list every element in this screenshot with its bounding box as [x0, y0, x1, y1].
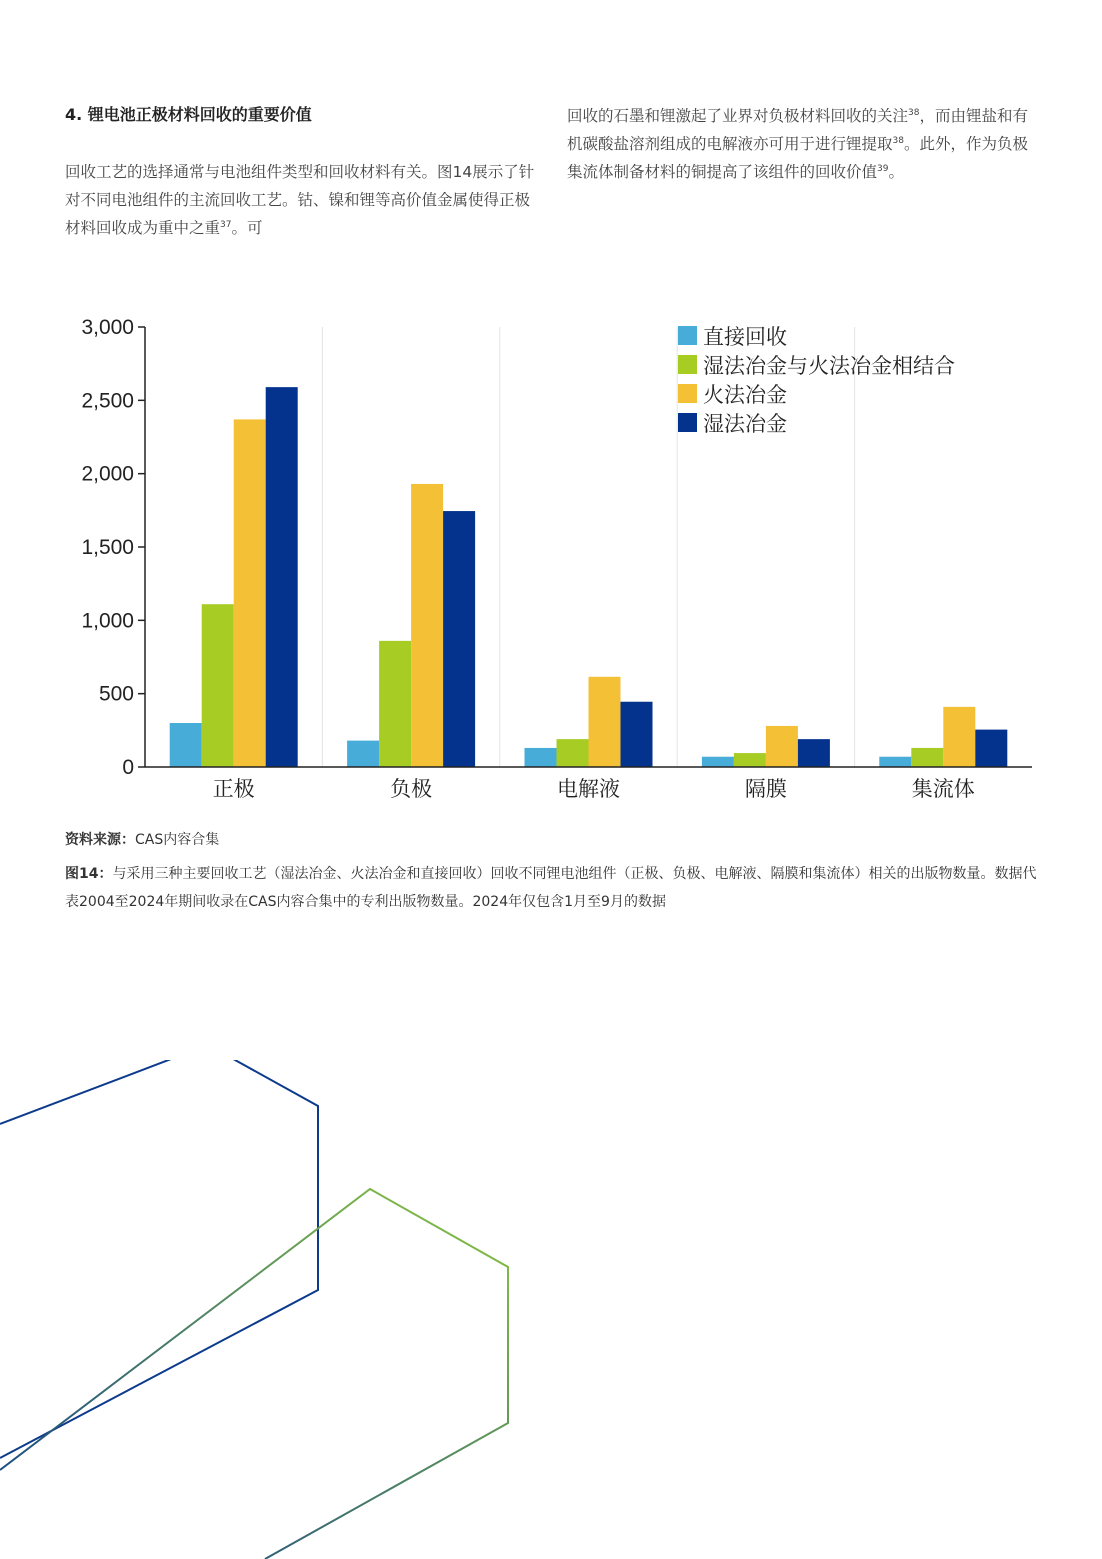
citation-38a: 38: [908, 107, 920, 118]
legend-swatch-1: [678, 355, 697, 374]
bar-4-2: [943, 707, 975, 767]
legend-label-0: 直接回收: [703, 326, 787, 349]
y-tick-label-1: 500: [98, 682, 134, 706]
bar-3-1: [734, 753, 766, 767]
bar-4-1: [911, 748, 943, 767]
legend-label-2: 火法冶金: [703, 384, 787, 407]
y-tick-label-4: 2,000: [81, 462, 134, 486]
paragraph-right-part1: 回收的石墨和锂激起了业界对负极材料回收的关注: [567, 107, 909, 125]
y-tick-label-0: 0: [122, 756, 134, 779]
source-line: [65, 829, 219, 849]
x-tick-label-0: 正极: [212, 778, 255, 801]
bar-4-3: [975, 730, 1007, 767]
decorative-hexagon-lines: [0, 1060, 560, 1559]
figure-caption: [65, 860, 1040, 916]
bar-3-2: [766, 726, 798, 767]
bar-1-2: [411, 484, 443, 767]
bar-0-0: [170, 723, 202, 767]
bar-2-0: [525, 748, 557, 767]
x-tick-label-3: 隔膜: [744, 778, 787, 801]
bar-3-0: [702, 757, 734, 767]
hexagon-outline-blue: [0, 1060, 318, 1458]
x-axis-labels: [213, 778, 975, 801]
bar-0-1: [202, 604, 234, 767]
source-label: 资料来源：: [65, 832, 135, 848]
legend-swatch-2: [678, 384, 697, 403]
bar-2-2: [589, 677, 621, 767]
x-tick-label-1: 负极: [390, 778, 433, 801]
x-tick-label-2: 电解液: [557, 778, 620, 801]
paragraph-left-text: 回收工艺的选择通常与电池组件类型和回收材料有关。图14展示了针对不同电池组件的主流回收工艺。钴、镍和锂等高价值金属使得正极材料回收成为重中之重: [65, 163, 535, 237]
y-tick-label-3: 1,500: [81, 536, 134, 559]
caption-text: 与采用三种主要回收工艺（湿法冶金、火法冶金和直接回收）回收不同锂电池组件（正极、负极、电解液、隔膜和集流体）相关的出版物数量。数据代表2004至2024年期间收录在CAS内容合集中的专利出版物数量。2024年仅包含1月至9月的数据: [65, 866, 1037, 910]
bars: [170, 387, 1008, 767]
legend-label-1: 湿法冶金与火法冶金相结合: [703, 355, 955, 378]
section-heading: 4. 锂电池正极材料回收的重要价值: [65, 105, 312, 124]
legend: [678, 326, 955, 436]
y-tick-label-6: 3,000: [81, 316, 134, 339]
paragraph-left-tail: 。可: [231, 219, 263, 237]
source-value: CAS内容合集: [135, 832, 220, 848]
x-tick-label-4: 集流体: [911, 778, 975, 801]
bar-3-3: [798, 739, 830, 767]
legend-label-3: 湿法冶金: [703, 413, 787, 436]
paragraph-right-part2: ，而由锂盐和有机碳酸盐溶剂组成的电解液亦可用于进行锂提取: [567, 107, 1028, 153]
bar-1-3: [443, 511, 475, 767]
paragraph-right-tail: 。: [888, 163, 904, 181]
legend-swatch-0: [678, 326, 697, 345]
y-tick-label-2: 1,000: [81, 609, 134, 633]
legend-swatch-3: [678, 413, 697, 432]
y-tick-label-5: 2,500: [81, 389, 134, 413]
citation-38b: 38: [892, 135, 904, 146]
bar-1-0: [347, 741, 379, 767]
bar-1-1: [379, 641, 411, 767]
hexagon-outline-green: [0, 1189, 508, 1559]
citation-39: 39: [877, 163, 889, 174]
paragraph-right: [567, 102, 1039, 186]
paragraph-right-part3: 。此外，作为负极集流体制备材料的铜提高了该组件的回收价值: [567, 135, 1028, 181]
bar-0-2: [234, 419, 266, 767]
bar-2-3: [621, 702, 653, 767]
caption-label: 图14：: [65, 866, 113, 882]
paragraph-left: [65, 158, 537, 242]
bar-0-3: [266, 387, 298, 767]
bar-2-1: [557, 739, 589, 767]
citation-37: 37: [220, 219, 232, 230]
bar-chart: [60, 305, 1050, 815]
y-axis-ticks: [81, 316, 145, 779]
bar-4-0: [879, 757, 911, 767]
